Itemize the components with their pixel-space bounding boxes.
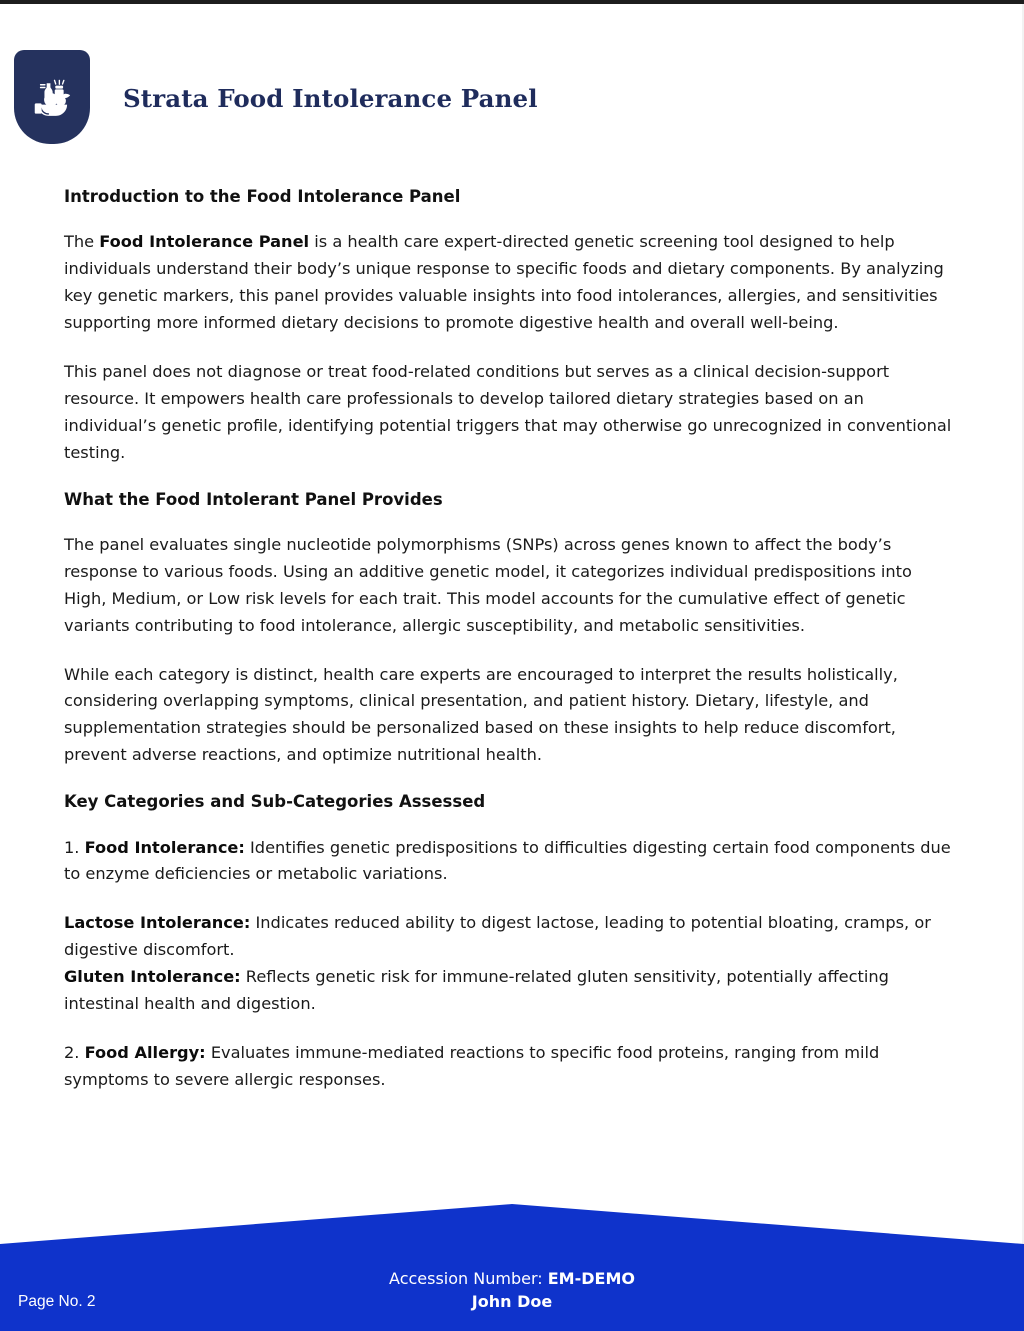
list-item-1-description: Identifies genetic predispositions to difficulties digesting certain food components due to enzyme deficiencies or metabolic variations. (64, 837, 951, 884)
food-basket-shield-icon (14, 50, 90, 144)
footer-page-number: Page No. 2 (18, 1293, 96, 1310)
list-item-2-description: Evaluates immune-mediated reactions to specific food proteins, ranging from mild symptoms to severe allergic responses. (64, 1042, 880, 1089)
list-item-1-term: Food Intolerance: (84, 837, 245, 857)
page-header (0, 4, 1024, 152)
sub-items-intolerance (64, 910, 952, 1018)
paragraph-intro-1-rest: is a health care expert-directed genetic screening tool designed to help individuals understand their body’s unique response to specific foods and dietary components. By analyzing key genetic markers, this panel provides valuable insights into food intolerances, allergies, and sensitivities supporting more informed dietary decisions to promote digestive health and overall well-being. (64, 232, 944, 333)
heading-key-categories: Key Categories and Sub-Categories Assessed (64, 792, 486, 812)
document-body (64, 186, 952, 1116)
paragraph-intro-2: This panel does not diagnose or treat food-related conditions but serves as a clinical decision-support resource. It empowers health care professionals to develop tailored dietary strategies based on an individual’s genetic profile, identifying potential triggers that may otherwise go unrecognized in conventional testing. (64, 362, 952, 462)
sub-item-gluten-description: Reflects genetic risk for immune-related gluten sensitivity, potentially affecting intestinal health and digestion. (64, 967, 889, 1014)
paragraph-intro-1-emphasis: Food Intolerance Panel (99, 232, 310, 252)
paragraph-intro-1-prefix: The (64, 232, 100, 252)
footer-patient-info (0, 1267, 1024, 1313)
paragraph-intro-1 (64, 229, 952, 337)
heading-what-panel-provides: What the Food Intolerant Panel Provides (64, 489, 443, 509)
page-title: Strata Food Intolerance Panel (123, 84, 538, 113)
footer-accession-value: EM-DEMO (547, 1268, 635, 1288)
sub-item-lactose-description: Indicates reduced ability to digest lactose, leading to potential bloating, cramps, or digestive discomfort. (64, 913, 931, 960)
sub-item-lactose-term: Lactose Intolerance: (64, 913, 251, 933)
sub-item-gluten-term: Gluten Intolerance: (64, 967, 241, 987)
list-item-2-term: Food Allergy: (84, 1042, 206, 1062)
paragraph-provides-1: The panel evaluates single nucleotide polymorphisms (SNPs) across genes known to affect the body’s response to various foods. Using an additive genetic model, it categorizes individual predispositions into High, Medium, or Low risk levels for each trait. This model accounts for the cumulative effect of genetic variants contributing to food intolerance, allergic susceptibility, and metabolic sensitivities. (64, 535, 912, 635)
footer-accession-line (0, 1267, 1024, 1290)
heading-introduction: Introduction to the Food Intolerance Panel (64, 187, 461, 206)
paragraph-provides-2: While each category is distinct, health care experts are encouraged to interpret the results holistically, considering overlapping symptoms, clinical presentation, and patient history. Dietary, lifestyle, and supplementation strategies should be personalized based on these insights to help reduce discomfort, prevent adverse reactions, and optimize nutritional health. (64, 664, 898, 765)
list-item-food-intolerance (64, 835, 952, 889)
footer-patient-name: John Doe (471, 1291, 553, 1311)
footer-accession-label: Accession Number: (389, 1268, 548, 1288)
list-item-food-allergy (64, 1040, 952, 1094)
list-item-2-number: 2. (64, 1042, 85, 1062)
page-footer (0, 1201, 1024, 1331)
list-item-1-number: 1. (64, 837, 85, 857)
